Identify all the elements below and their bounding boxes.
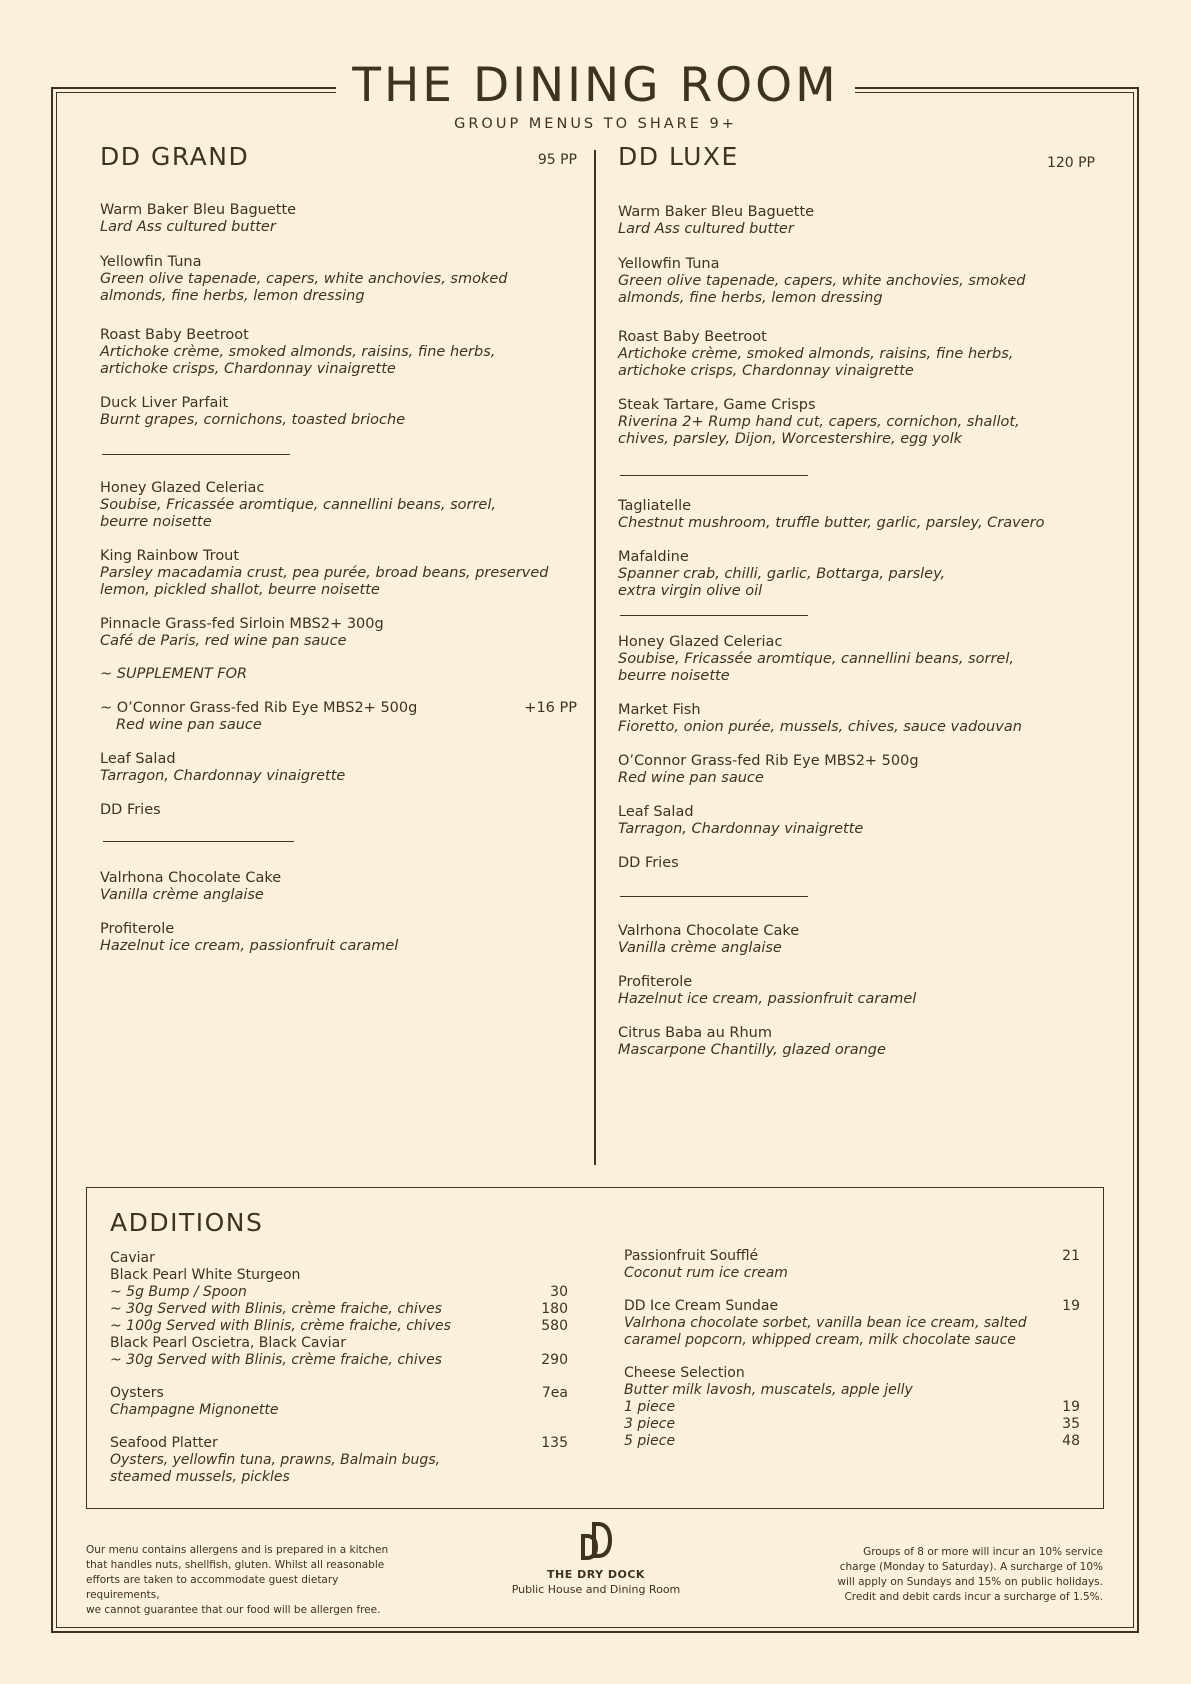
option-price: 30 bbox=[550, 1284, 568, 1300]
item-name: Warm Baker Bleu Baguette bbox=[618, 204, 815, 220]
item-desc-2: chives, parsley, Dijon, Worcestershire, egg yolk bbox=[618, 431, 963, 447]
item-name: Oysters bbox=[110, 1385, 164, 1401]
additions-left bbox=[110, 1250, 568, 1486]
menu-name: DD LUXE bbox=[618, 142, 739, 171]
item-desc: Champagne Mignonette bbox=[110, 1402, 279, 1418]
item-desc-2: beurre noisette bbox=[618, 668, 730, 684]
notice-line: Groups of 8 or more will incur an 10% service bbox=[863, 1546, 1103, 1558]
item-desc-2: artichoke crisps, Chardonnay vinaigrette bbox=[100, 361, 396, 377]
item-name: Pinnacle Grass-fed Sirloin MBS2+ 300g bbox=[100, 616, 384, 632]
menu-luxe bbox=[618, 142, 1095, 1058]
menu-item bbox=[618, 256, 1095, 307]
column-divider bbox=[594, 150, 596, 1165]
title-wrap bbox=[0, 56, 1191, 116]
item-desc: Tarragon, Chardonnay vinaigrette bbox=[618, 821, 864, 837]
item-desc: Vanilla crème anglaise bbox=[100, 887, 264, 903]
page-title: THE DINING ROOM bbox=[336, 56, 854, 116]
item-desc: Butter milk lavosh, muscatels, apple jelly bbox=[624, 1382, 913, 1398]
item-price: 19 bbox=[1062, 1298, 1080, 1314]
item-name: DD Fries bbox=[100, 802, 161, 818]
menu-item bbox=[100, 202, 577, 236]
item-name: DD Ice Cream Sundae bbox=[624, 1298, 779, 1314]
option-label: ~ 100g Served with Blinis, crème fraiche, chives bbox=[110, 1318, 451, 1334]
menu-item bbox=[618, 855, 1095, 872]
item-name: ~ O’Connor Grass-fed Rib Eye MBS2+ 500g bbox=[100, 700, 418, 716]
menu-item bbox=[618, 702, 1095, 736]
section-rule bbox=[620, 475, 808, 476]
item-name: Mafaldine bbox=[618, 549, 689, 565]
item-desc: Hazelnut ice cream, passionfruit caramel bbox=[618, 991, 917, 1007]
item-desc: Fioretto, onion purée, mussels, chives, sauce vadouvan bbox=[618, 719, 1022, 735]
item-name: Honey Glazed Celeriac bbox=[100, 480, 265, 496]
notice-line: Our menu contains allergens and is prepared in a kitchen bbox=[86, 1544, 389, 1556]
option-price: 180 bbox=[541, 1301, 568, 1317]
menu-item bbox=[100, 548, 577, 599]
menu-item bbox=[618, 974, 1095, 1008]
menu-item bbox=[100, 480, 577, 531]
item-name: DD Fries bbox=[618, 855, 679, 871]
item-name: Warm Baker Bleu Baguette bbox=[100, 202, 297, 218]
option-price: 48 bbox=[1062, 1433, 1080, 1449]
menu-item bbox=[618, 1025, 1095, 1059]
menu-name: DD GRAND bbox=[100, 142, 250, 171]
additions-title: ADDITIONS bbox=[110, 1208, 264, 1237]
menu-price: 95 PP bbox=[537, 152, 577, 168]
caviar-option bbox=[110, 1301, 568, 1318]
item-desc-2: lemon, pickled shallot, beurre noisette bbox=[100, 582, 380, 598]
item-name: Profiterole bbox=[618, 974, 693, 990]
item-desc: Artichoke crème, smoked almonds, raisins, fine herbs, bbox=[618, 346, 1014, 362]
souffle-row bbox=[624, 1248, 1080, 1265]
option-price: 35 bbox=[1062, 1416, 1080, 1432]
item-name: O’Connor Grass-fed Rib Eye MBS2+ 500g bbox=[618, 753, 919, 769]
additions-right bbox=[624, 1248, 1080, 1450]
item-desc: Coconut rum ice cream bbox=[624, 1265, 788, 1281]
section-rule bbox=[103, 841, 294, 842]
service-notice bbox=[808, 1545, 1103, 1605]
item-desc: Artichoke crème, smoked almonds, raisins, fine herbs, bbox=[100, 344, 496, 360]
option-label: ~ 30g Served with Blinis, crème fraiche, chives bbox=[110, 1352, 442, 1368]
item-desc-2: beurre noisette bbox=[100, 514, 212, 530]
item-name: Honey Glazed Celeriac bbox=[618, 634, 783, 650]
notice-line: that handles nuts, shellfish, gluten. Whilst all reasonable bbox=[86, 1559, 385, 1571]
platter-row bbox=[110, 1435, 568, 1452]
option-label: 3 piece bbox=[624, 1416, 676, 1432]
item-desc: Valrhona chocolate sorbet, vanilla bean ice cream, salted bbox=[624, 1315, 1027, 1331]
item-name: Duck Liver Parfait bbox=[100, 395, 229, 411]
item-desc: Chestnut mushroom, truffle butter, garlic, parsley, Cravero bbox=[618, 515, 1045, 531]
menu-item bbox=[618, 923, 1095, 957]
brand-tagline: Public House and Dining Room bbox=[511, 1583, 681, 1596]
item-name: Passionfruit Soufflé bbox=[624, 1248, 759, 1264]
item-desc: Green olive tapenade, capers, white anchovies, smoked almonds, fine herbs, lemon dressing bbox=[618, 273, 1026, 306]
notice-line: we cannot guarantee that our food will be allergen free. bbox=[86, 1604, 381, 1616]
item-desc: Café de Paris, red wine pan sauce bbox=[100, 633, 347, 649]
item-desc: Red wine pan sauce bbox=[618, 770, 764, 786]
notice-line: will apply on Sundays and 15% on public holidays. bbox=[837, 1576, 1103, 1588]
option-price: 580 bbox=[541, 1318, 568, 1334]
notice-line: Credit and debit cards incur a surcharge of 1.5%. bbox=[844, 1591, 1103, 1603]
menu-item bbox=[618, 329, 1095, 380]
item-name: Roast Baby Beetroot bbox=[100, 327, 249, 343]
item-desc: Green olive tapenade, capers, white anchovies, smoked almonds, fine herbs, lemon dressing bbox=[100, 271, 508, 304]
item-name: King Rainbow Trout bbox=[100, 548, 240, 564]
cheese-option bbox=[624, 1399, 1080, 1416]
option-label: ~ 5g Bump / Spoon bbox=[110, 1284, 247, 1300]
item-desc-2: artichoke crisps, Chardonnay vinaigrette bbox=[618, 363, 914, 379]
menu-item bbox=[100, 254, 577, 305]
item-desc-2: caramel popcorn, whipped cream, milk chocolate sauce bbox=[624, 1332, 1016, 1348]
brand-block bbox=[496, 1520, 696, 1596]
item-name: Valrhona Chocolate Cake bbox=[618, 923, 800, 939]
cheese-name: Cheese Selection bbox=[624, 1365, 745, 1381]
item-name: Tagliatelle bbox=[618, 498, 692, 514]
item-price: +16 PP bbox=[524, 700, 577, 716]
menu-item bbox=[100, 700, 577, 734]
menu-item bbox=[618, 397, 1095, 448]
item-name: Yellowfin Tuna bbox=[100, 254, 202, 270]
menu-item bbox=[100, 921, 577, 955]
menu-item bbox=[100, 870, 577, 904]
item-desc: Tarragon, Chardonnay vinaigrette bbox=[100, 768, 346, 784]
item-name: Profiterole bbox=[100, 921, 175, 937]
item-name: Market Fish bbox=[618, 702, 701, 718]
item-name: Yellowfin Tuna bbox=[618, 256, 720, 272]
menu-item bbox=[618, 549, 1095, 600]
item-name: Valrhona Chocolate Cake bbox=[100, 870, 282, 886]
notice-line: charge (Monday to Saturday). A surcharge of 10% bbox=[839, 1561, 1103, 1573]
item-price: 7ea bbox=[541, 1385, 568, 1401]
item-price: 135 bbox=[541, 1435, 568, 1451]
menu-item bbox=[100, 751, 577, 785]
dry-dock-logo-icon bbox=[578, 1520, 614, 1562]
caviar-name: Caviar bbox=[110, 1250, 155, 1266]
option-label: 5 piece bbox=[624, 1433, 676, 1449]
section-rule bbox=[620, 896, 808, 897]
item-desc: Soubise, Fricassée aromtique, cannellini beans, sorrel, bbox=[618, 651, 1014, 667]
caviar-option bbox=[110, 1352, 568, 1369]
item-desc: Mascarpone Chantilly, glazed orange bbox=[618, 1042, 886, 1058]
menu-item bbox=[100, 395, 577, 429]
item-desc: Riverina 2+ Rump hand cut, capers, cornichon, shallot, bbox=[618, 414, 1020, 430]
item-desc: Spanner crab, chilli, garlic, Bottarga, parsley, bbox=[618, 566, 946, 582]
item-desc: Red wine pan sauce bbox=[116, 717, 262, 733]
item-desc: Vanilla crème anglaise bbox=[618, 940, 782, 956]
item-desc: Lard Ass cultured butter bbox=[618, 221, 794, 237]
cheese-option bbox=[624, 1416, 1080, 1433]
menu-item bbox=[618, 634, 1095, 685]
item-desc: Soubise, Fricassée aromtique, cannellini beans, sorrel, bbox=[100, 497, 496, 513]
option-price: 290 bbox=[541, 1352, 568, 1368]
menu-item bbox=[618, 753, 1095, 787]
menu-item bbox=[618, 498, 1095, 532]
menu-item bbox=[100, 802, 577, 819]
menu-header bbox=[100, 142, 577, 182]
menu-item bbox=[100, 616, 577, 650]
menu-header bbox=[618, 142, 1095, 182]
menu-item bbox=[618, 804, 1095, 838]
section-rule bbox=[102, 454, 290, 455]
cheese-option bbox=[624, 1433, 1080, 1450]
item-name: Leaf Salad bbox=[618, 804, 694, 820]
caviar-sub: Black Pearl White Sturgeon bbox=[110, 1267, 301, 1283]
menu-item bbox=[100, 327, 577, 378]
item-name: Seafood Platter bbox=[110, 1435, 218, 1451]
item-price: 21 bbox=[1062, 1248, 1080, 1264]
item-name: Leaf Salad bbox=[100, 751, 176, 767]
allergen-notice bbox=[86, 1543, 406, 1618]
item-desc: Hazelnut ice cream, passionfruit caramel bbox=[100, 938, 399, 954]
item-desc: Burnt grapes, cornichons, toasted brioche bbox=[100, 412, 406, 428]
option-label: 1 piece bbox=[624, 1399, 676, 1415]
sundae-row bbox=[624, 1298, 1080, 1315]
item-name: Citrus Baba au Rhum bbox=[618, 1025, 772, 1041]
brand-name: THE DRY DOCK bbox=[547, 1568, 645, 1581]
item-desc: Lard Ass cultured butter bbox=[100, 219, 276, 235]
item-desc-2: steamed mussels, pickles bbox=[110, 1469, 290, 1485]
menu-price: 120 PP bbox=[1046, 155, 1095, 171]
item-desc: Oysters, yellowfin tuna, prawns, Balmain bugs, bbox=[110, 1452, 441, 1468]
option-label: ~ 30g Served with Blinis, crème fraiche, chives bbox=[110, 1301, 442, 1317]
item-name: ~ SUPPLEMENT FOR bbox=[100, 666, 248, 682]
caviar-option bbox=[110, 1284, 568, 1301]
supplement-label bbox=[100, 666, 577, 683]
item-desc: Parsley macadamia crust, pea purée, broad beans, preserved bbox=[100, 565, 549, 581]
caviar-option bbox=[110, 1318, 568, 1335]
caviar-sub: Black Pearl Oscietra, Black Caviar bbox=[110, 1335, 346, 1351]
item-name: Steak Tartare, Game Crisps bbox=[618, 397, 816, 413]
menu-grand bbox=[100, 142, 577, 954]
menu-item bbox=[618, 204, 1095, 238]
item-desc-2: extra virgin olive oil bbox=[618, 583, 763, 599]
item-name: Roast Baby Beetroot bbox=[618, 329, 767, 345]
additions-box bbox=[86, 1187, 1104, 1509]
page-subtitle: GROUP MENUS TO SHARE 9+ bbox=[454, 116, 737, 132]
section-rule bbox=[620, 615, 808, 616]
notice-line: efforts are taken to accommodate guest dietary requirements, bbox=[86, 1574, 339, 1601]
option-price: 19 bbox=[1062, 1399, 1080, 1415]
oysters-row bbox=[110, 1385, 568, 1402]
